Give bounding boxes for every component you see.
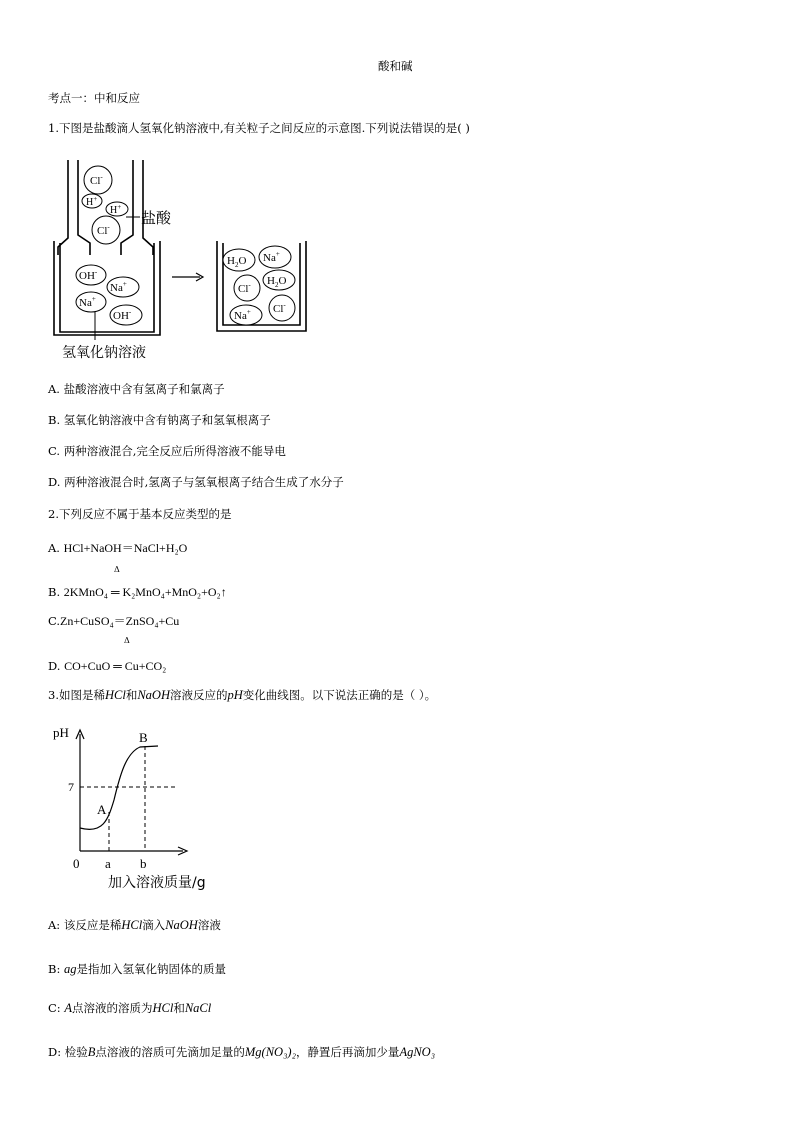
dropper-outer-right <box>143 160 153 255</box>
q2-option-b: B. 2KMnO₄ ═ K₂MnO₄+MnO₂+O₂↑ <box>48 585 227 599</box>
equation-a: HCl+NaOH＝NaCl+H₂O <box>63 541 188 555</box>
origin-label: 0 <box>73 856 80 871</box>
x-axis-label: 加入溶液质量/g <box>108 875 206 891</box>
cl-ion-label: Cl- <box>273 301 286 315</box>
acid-label: 盐酸 <box>141 209 172 227</box>
page-title: 酸和碱 <box>378 59 413 73</box>
q3-stem: 3.如图是稀HCl和NaOH溶液反应的pH变化曲线图。以下说法正确的是（ ）。 <box>48 688 437 702</box>
cl-ion-label: Cl- <box>97 223 110 237</box>
q3-option-b: B: ag是指加入氢氧化钠固体的质量 <box>48 962 226 976</box>
y-axis-label: pH <box>53 725 69 740</box>
base-label: 氢氧化钠溶液 <box>62 345 146 361</box>
oh-ion-label: OH- <box>113 308 132 322</box>
na-ion-label: Na+ <box>263 250 280 264</box>
point-a-label: A <box>97 802 107 817</box>
y-tick-7: 7 <box>68 780 74 794</box>
q1-option-b: B. 氢氧化钠溶液中含有钠离子和氢氧根离子 <box>48 413 271 427</box>
q3-option-c: C: A点溶液的溶质为HCl和NaCl <box>48 1001 212 1015</box>
water-molecule-label: $H_2O$ <box>227 255 247 269</box>
q2-stem: 2.下列反应不属于基本反应类型的是 <box>48 507 232 521</box>
q1-option-d: D. 两种溶液混合时,氢离子与氢氧根离子结合生成了水分子 <box>48 475 344 489</box>
ph-curve <box>80 746 158 829</box>
q2-option-c: C.Zn+CuSO₄＝ZnSO₄+Cu <box>48 614 180 628</box>
water-molecule-label: $H_2O$ <box>267 275 287 289</box>
cl-ion-label: Cl- <box>90 173 103 187</box>
q3-option-d: D: 检验B点溶液的溶质可先滴加足量的Mg(NO₃)₂，静置后再滴加少量AgNO₃ <box>48 1045 436 1059</box>
q3-option-a: A: 该反应是稀HCl滴入NaOH溶液 <box>48 918 221 932</box>
h-ion-label: H+ <box>86 195 98 208</box>
neutralization-diagram <box>50 155 320 365</box>
equation-c: Zn+CuSO₄＝ZnSO₄+Cu <box>60 614 180 628</box>
equation-b: 2KMnO₄ ═ K₂MnO₄+MnO₂+O₂↑ <box>63 585 227 599</box>
q1-option-c: C. 两种溶液混合,完全反应后所得溶液不能导电 <box>48 444 286 458</box>
oh-ion-label: OH- <box>79 268 98 282</box>
q2-option-a: A. HCl+NaOH＝NaCl+H₂O <box>48 541 188 555</box>
cl-ion-label: Cl- <box>238 281 251 295</box>
heat-symbol: Δ <box>114 565 120 574</box>
dropper-outer-left <box>58 160 68 255</box>
ph-curve-graph <box>48 720 223 895</box>
section-heading: 考点一：中和反应 <box>48 91 140 105</box>
equation-d: CO+CuO ═ Cu+CO₂ <box>64 659 167 673</box>
heat-symbol: Δ <box>124 636 130 645</box>
point-b-label: B <box>139 730 148 745</box>
na-ion-label: Na+ <box>79 295 96 309</box>
h-ion-label: H+ <box>110 203 122 216</box>
q1-stem: 1.下图是盐酸滴人氢氧化钠溶液中,有关粒子之间反应的示意图.下列说法错误的是( ) <box>48 121 470 135</box>
q1-option-a: A. 盐酸溶液中含有氢离子和氯离子 <box>48 382 225 396</box>
q2-option-d: D. CO+CuO ═ Cu+CO₂ <box>48 659 167 673</box>
na-ion-label: Na+ <box>110 280 127 294</box>
na-ion-label: Na+ <box>234 308 251 322</box>
x-tick-b: b <box>140 856 147 871</box>
x-tick-a: a <box>105 856 111 871</box>
